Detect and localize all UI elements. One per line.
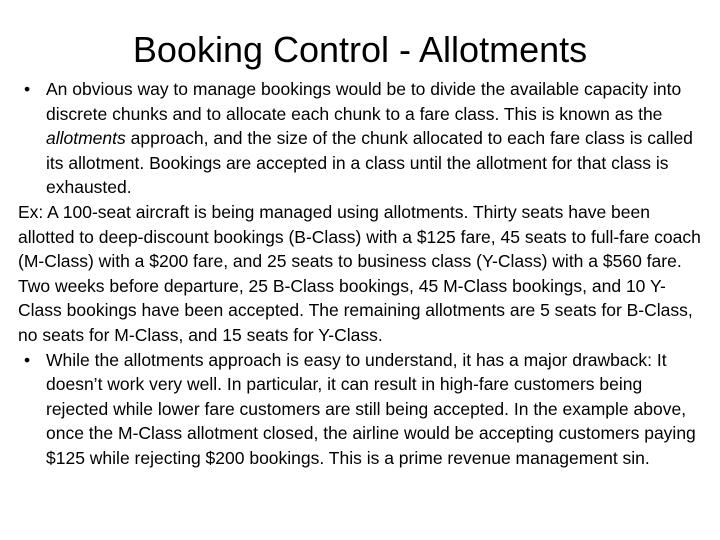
- bullet-allotments-definition: [18, 77, 702, 200]
- slide-body: [18, 77, 702, 471]
- definition-text-end: approach, and the size of the chunk allocated to each fare class is called its allotment. Bookings are accepted in a class until the allotment for that class is exhausted.: [46, 128, 693, 198]
- slide-title: Booking Control - Allotments: [132, 29, 588, 70]
- allotments-term: allotments: [46, 128, 126, 149]
- bullet-glyph: •: [24, 349, 31, 370]
- example-paragraph: Ex: A 100-seat aircraft is being managed using allotments. Thirty seats have been allotted to deep-discount bookings (B-Class) with a $125 fare, 45 seats to full-fare coach (M-Class) with a $200 fare, and 25 seats to business class (Y-Class) with a $560 fare. Two weeks before departure, 25 B-Class bookings, 45 M-Class bookings, and 10 Y-Class bookings have been accepted. The remaining allotments are 5 seats for B-Class, no seats for M-Class, and 15 seats for Y-Class.: [18, 201, 701, 345]
- bullet-glyph: •: [24, 79, 31, 99]
- definition-text-start: An obvious way to manage bookings would be to divide the available capacity into discrete chunks and to allocate each chunk to a fare class. This is known as the: [46, 79, 682, 124]
- bullet-allotments-drawback: [18, 348, 702, 471]
- drawback-text: While the allotments approach is easy to understand, it has a major drawback: It doesn’t work very well. In particular, it can result in high-fare customers being rejected while lower fare customers are still being accepted. In the example above, once the M-Class allotment closed, the airline would be accepting customers paying $125 while rejecting $200 bookings. This is a prime revenue management sin.: [46, 349, 696, 468]
